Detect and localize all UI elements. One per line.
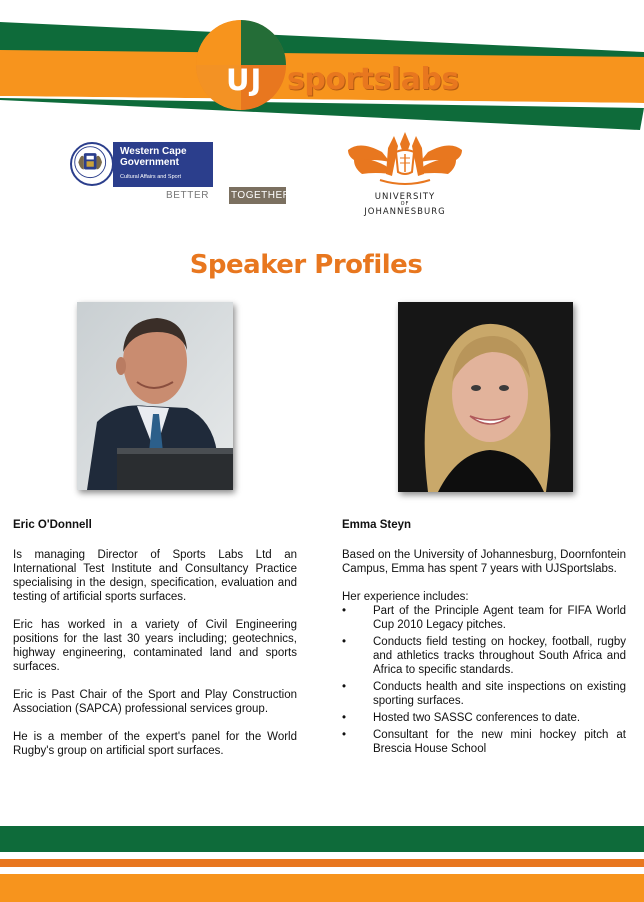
footer-stripes xyxy=(0,826,644,902)
tagline-together: TOGETHER. xyxy=(229,187,286,204)
western-cape-title: Western Cape Government xyxy=(120,146,187,168)
eric-odonnell-photo xyxy=(77,302,233,490)
bullet-icon: • xyxy=(342,605,347,617)
experience-list xyxy=(342,604,626,756)
uj-name-line3: JOHANNESBURG xyxy=(364,207,446,217)
list-item: • Conducts health and site inspections on existing sporting surfaces. xyxy=(342,681,626,707)
tagline-better: BETTER xyxy=(166,190,210,201)
page-title: Speaker Profiles xyxy=(189,250,423,280)
emma-steyn-photo xyxy=(398,302,573,492)
experience-heading: Her experience includes: xyxy=(342,591,469,603)
western-cape-subtitle: Cultural Affairs and Sport xyxy=(120,174,182,180)
uj-name xyxy=(350,192,460,217)
logo-uj-text: UJ xyxy=(226,63,263,97)
logo-sportslabs-text: sportslabs xyxy=(287,62,459,97)
bio-paragraph: Eric is Past Chair of the Sport and Play Construction Association (SAPCA) professional services group. xyxy=(13,689,297,715)
uj-name-line1: UNIVERSITY xyxy=(374,192,436,202)
uj-name-line2: OF xyxy=(400,201,410,207)
bullet-icon: • xyxy=(342,681,347,693)
list-item: • Part of the Principle Agent team for FIFA World Cup 2010 Legacy pitches. xyxy=(342,605,626,631)
better-together-tagline xyxy=(166,187,294,204)
list-item: • Conducts field testing on hockey, football, rugby and athletics tracks throughout South Africa and Africa to specific standards. xyxy=(342,636,626,676)
bio-paragraph: Eric has worked in a variety of Civil Engineering positions for the last 30 years including; geotechnics, highway engineering, contaminated land and sports surfaces. xyxy=(13,619,297,673)
bio-paragraph: He is a member of the expert's panel for the World Rugby's group on artificial sport surfaces. xyxy=(13,731,297,757)
bio-paragraph: Based on the University of Johannesburg, Doornfontein Campus, Emma has spent 7 years with UJSportslabs. xyxy=(342,549,626,575)
coat-of-arms-icon xyxy=(70,142,114,186)
footer-orange-line xyxy=(0,859,644,867)
bullet-icon: • xyxy=(342,729,347,741)
bullet-icon: • xyxy=(342,636,347,648)
list-item: • Hosted two SASSC conferences to date. xyxy=(342,712,581,724)
footer-orange-band xyxy=(0,874,644,902)
eric-profile xyxy=(13,518,297,772)
list-item: • Consultant for the new mini hockey pitch at Brescia House School xyxy=(342,729,626,755)
speaker-name: Eric O'Donnell xyxy=(13,519,92,531)
university-of-johannesburg-logo xyxy=(340,128,470,223)
emma-profile xyxy=(342,518,626,759)
bio-paragraph: Is managing Director of Sports Labs Ltd an International Test Institute and Consultancy Practice specialising in the design, specification, evaluation and testing of artificial sports surfaces. xyxy=(13,549,297,603)
bullet-icon: • xyxy=(342,712,347,724)
footer-green-band xyxy=(0,826,644,852)
uj-crest-icon xyxy=(340,128,470,193)
speaker-name: Emma Steyn xyxy=(342,519,412,531)
